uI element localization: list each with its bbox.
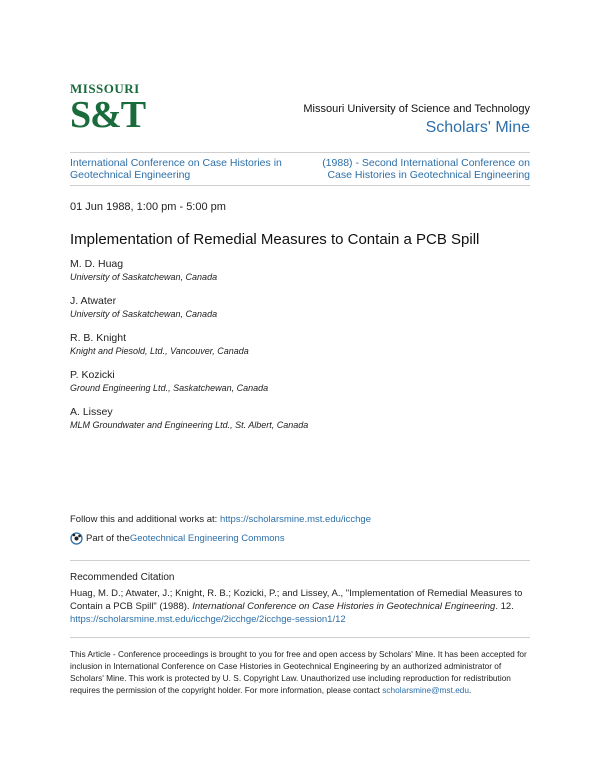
author-entry	[70, 295, 530, 320]
author-entry	[70, 369, 530, 394]
paper-title: Implementation of Remedial Measures to Contain a PCB Spill	[70, 231, 480, 248]
author-entry	[70, 406, 530, 431]
notice-end: .	[469, 685, 472, 695]
divider	[70, 637, 530, 638]
logo-st-text: S&T	[70, 94, 146, 136]
follow-prefix: Follow this and additional works at:	[70, 514, 220, 525]
scholars-mine-link[interactable]: Scholars' Mine	[425, 119, 530, 136]
author-name: J. Atwater	[70, 295, 117, 307]
author-entry	[70, 258, 530, 283]
missouri-st-logo	[70, 81, 146, 138]
citation-text: Huag, M. D.; Atwater, J.; Knight, R. B.; Kozicki, P.; and Lissey, A., "Implementation of Remedial Measures to Contain a PCB Spill" (1988).	[70, 588, 523, 612]
follow-line	[70, 514, 371, 525]
author-affiliation: Knight and Piesold, Ltd., Vancouver, Canada	[70, 346, 249, 356]
divider	[70, 560, 530, 561]
notice-text: This Article - Conference proceedings is brought to you for free and open access by Scholars' Mine. It has been accepted for inclusion in International Conference on Case Histories in Geotechnical Engineering by an authorized administrator of Scholars' Mine. This work is protected by U. S. Copyright Law. Unauthorized use including reproduction for redistribution requires the permission of the copyright holder. For more information, please contact	[70, 649, 527, 695]
logo-missouri-text: MISSOURI	[70, 81, 140, 96]
university-name: Missouri University of Science and Technology	[303, 103, 530, 115]
author-entry	[70, 332, 530, 357]
citation-number: . 12.	[495, 601, 514, 612]
commons-link[interactable]: Geotechnical Engineering Commons	[129, 533, 285, 544]
author-affiliation: Ground Engineering Ltd., Saskatchewan, Canada	[70, 383, 269, 393]
conference-edition-link[interactable]: (1988) - Second International Conference on Case Histories in Geotechnical Engineering	[322, 157, 530, 181]
author-name: R. B. Knight	[70, 332, 127, 344]
divider	[70, 185, 530, 186]
contact-email-link[interactable]: scholarsmine@mst.edu	[382, 685, 470, 695]
author-name: M. D. Huag	[70, 258, 124, 270]
citation-url-link[interactable]: https://scholarsmine.mst.edu/icchge/2icchge/2icchge-session1/12	[70, 614, 346, 625]
follow-url-link[interactable]: https://scholarsmine.mst.edu/icchge	[219, 514, 371, 525]
conference-series-link[interactable]: International Conference on Case Histories in Geotechnical Engineering	[70, 157, 282, 181]
author-affiliation: University of Saskatchewan, Canada	[70, 272, 218, 282]
divider	[70, 152, 530, 153]
network-icon	[70, 532, 83, 545]
part-of-line	[70, 532, 285, 545]
citation-journal: International Conference on Case Histories in Geotechnical Engineering	[192, 601, 496, 612]
author-name: P. Kozicki	[70, 369, 115, 381]
access-notice	[70, 648, 532, 696]
author-affiliation: University of Saskatchewan, Canada	[70, 309, 218, 319]
citation-heading: Recommended Citation	[70, 572, 175, 583]
author-affiliation: MLM Groundwater and Engineering Ltd., St. Albert, Canada	[70, 420, 309, 430]
author-list	[70, 258, 530, 443]
part-of-prefix: Part of the	[86, 533, 130, 544]
event-date: 01 Jun 1988, 1:00 pm - 5:00 pm	[70, 201, 226, 213]
author-name: A. Lissey	[70, 406, 113, 418]
citation-body	[70, 587, 532, 626]
